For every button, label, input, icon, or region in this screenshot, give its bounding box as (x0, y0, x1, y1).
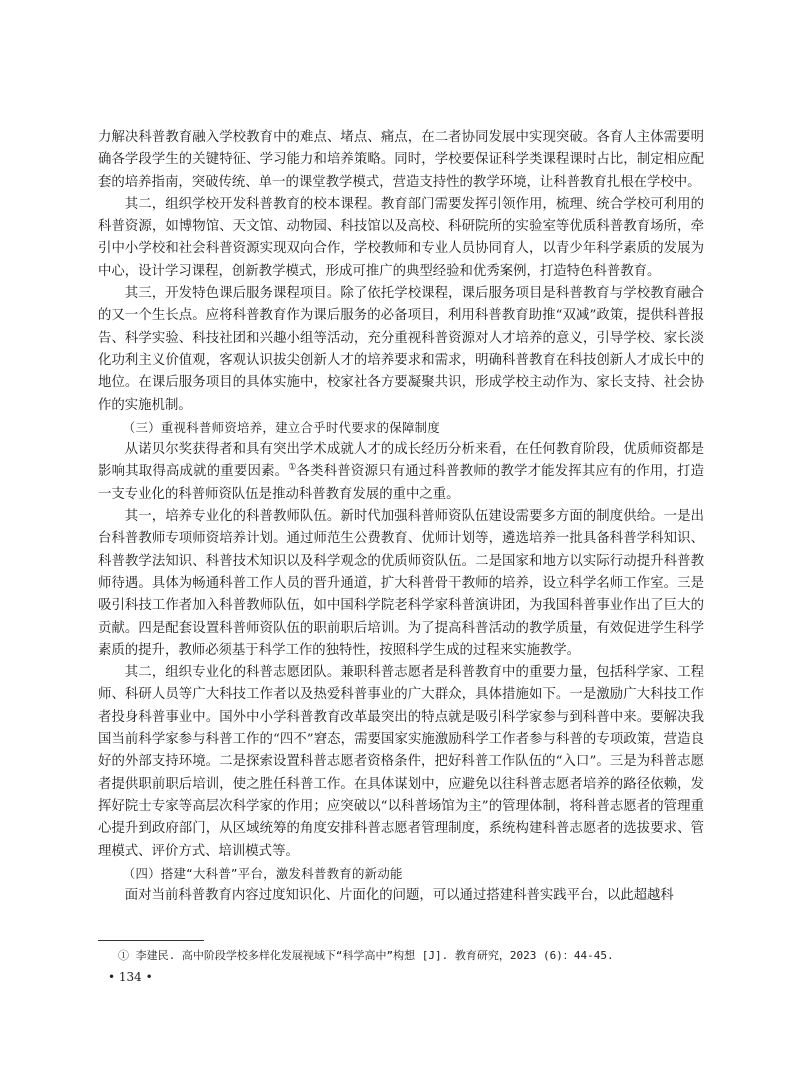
footnote-mark[interactable]: ① (288, 462, 297, 473)
footnote-divider (98, 940, 204, 941)
paragraph-4-before-note: 从诺贝尔奖获得者和具有突出学术成就人才的成长经历分析来看，在任何教育阶段，优质师资都是影响其取得高成就的重要因素。 (98, 442, 704, 480)
paragraph-4 (98, 439, 704, 506)
paragraph-6: 其二，组织专业化的科普志愿团队。兼职科普志愿者是科普教育中的重要力量，包括科学家、工程师、科研人员等广大科技工作者以及热爱科普事业的广大群众，具体措施如下。一是激励广大科技工作者投身科普事业中。国外中小学科普教育改革最突出的特点就是吸引科学家参与到科普中来。要解决我国当前科学家参与科普工作的“四不”窘态，需要国家实施激励科学工作者参与科普的专项政策，营造良好的外部支持环境。二是探索设置科普志愿者资格条件，把好科普工作队伍的“入口”。三是为科普志愿者提供职前职后培训，使之胜任科普工作。在具体谋划中，应避免以往科普志愿者培养的路径依赖，发挥好院士专家等高层次科学家的作用；应突破以“以科普场馆为主”的管理体制，将科普志愿者的管理重心提升到政府部门，从区域统筹的角度安排科普志愿者管理制度，系统构建科普志愿者的选拔要求、管理模式、评价方式、培训模式等。 (98, 665, 704, 859)
footnote: ① 李建民. 高中阶段学校多样化发展视域下“科学高中”构想 [J]. 教育研究，2023 (6)：44-45. (118, 949, 614, 962)
paragraph-5: 其一，培养专业化的科普教师队伍。新时代加强科普师资队伍建设需要多方面的制度供给。一是出台科普教师专项师资培养计划。通过师范生公费教育、优师计划等，遴选培养一批具备科普学科知识、科普教学法知识、科普技术知识以及科学观念的优质师资队伍。二是国家和地方以实际行动提升科普教师待遇。具体为畅通科普工作人员的晋升通道，扩大科普骨干教师的培养，设立科学名师工作室。三是吸引科技工作者加入科普教师队伍，如中国科学院老科学家科普演讲团，为我国科普事业作出了巨大的贡献。四是配套设置科普师资队伍的职前职后培训。为了提高科普活动的教学质量，有效促进学生科学素质的提升，教师必须基于科学工作的独特性，按照科学生成的过程来实施教学。 (98, 509, 704, 658)
page-body (98, 127, 704, 907)
paragraph-2: 其二，组织学校开发科普教育的校本课程。教育部门需要发挥引领作用，梳理、统合学校可利用的科普资源，如博物馆、天文馆、动物园、科技馆以及高校、科研院所的实验室等优质科普教育场所，牵引中小学校和社会科普资源实现双向合作，学校教师和专业人员协同育人，以青少年科学素质的发展为中心，设计学习课程，创新教学模式，形成可推广的典型经验和优秀案例，打造特色科普教育。 (98, 196, 704, 279)
paragraph-3: 其三，开发特色课后服务课程项目。除了依托学校课程，课后服务项目是科普教育与学校教育融合的又一个生长点。应将科普教育作为课后服务的必备项目，利用科普教育助推“双减”政策，提供科普报告、科学实验、科技社团和兴趣小组等活动，充分重视科普资源对人才培养的意义，引导学校、家长淡化功利主义价值观，客观认识拔尖创新人才的培养要求和需求，明确科普教育在科技创新人才成长中的地位。在课后服务项目的具体实施中，校家社各方要凝聚共识，形成学校主动作为、家长支持、社会协作的实施机制。 (98, 286, 704, 413)
section-heading-3: （三）重视科普师资培养，建立合乎时代要求的保障制度 (122, 419, 441, 435)
page-number: • 134 • (108, 970, 153, 984)
paragraph-7: 面对当前科普教育内容过度知识化、片面化的问题，可以通过搭建科普实践平台，以此超越科 (124, 888, 674, 904)
section-heading-4: （四）搭建“大科普”平台，激发科普教育的新动能 (122, 865, 403, 881)
paragraph-4-after-note: 各类科普资源只有通过科普教师的教学才能发挥其应有的作用，打造一支专业化的科普师资队伍是推动科普教育发展的重中之重。 (98, 464, 705, 502)
paragraph-1: 力解决科普教育融入学校教育中的难点、堵点、痛点，在二者协同发展中实现突破。各育人主体需要明确各学段学生的关键特征、学习能力和培养策略。同时，学校要保证科学类课程课时占比，制定相应配套的培养指南，突破传统、单一的课堂教学模式，营造支持性的教学环境，让科普教育扎根在学校中。 (98, 130, 704, 190)
